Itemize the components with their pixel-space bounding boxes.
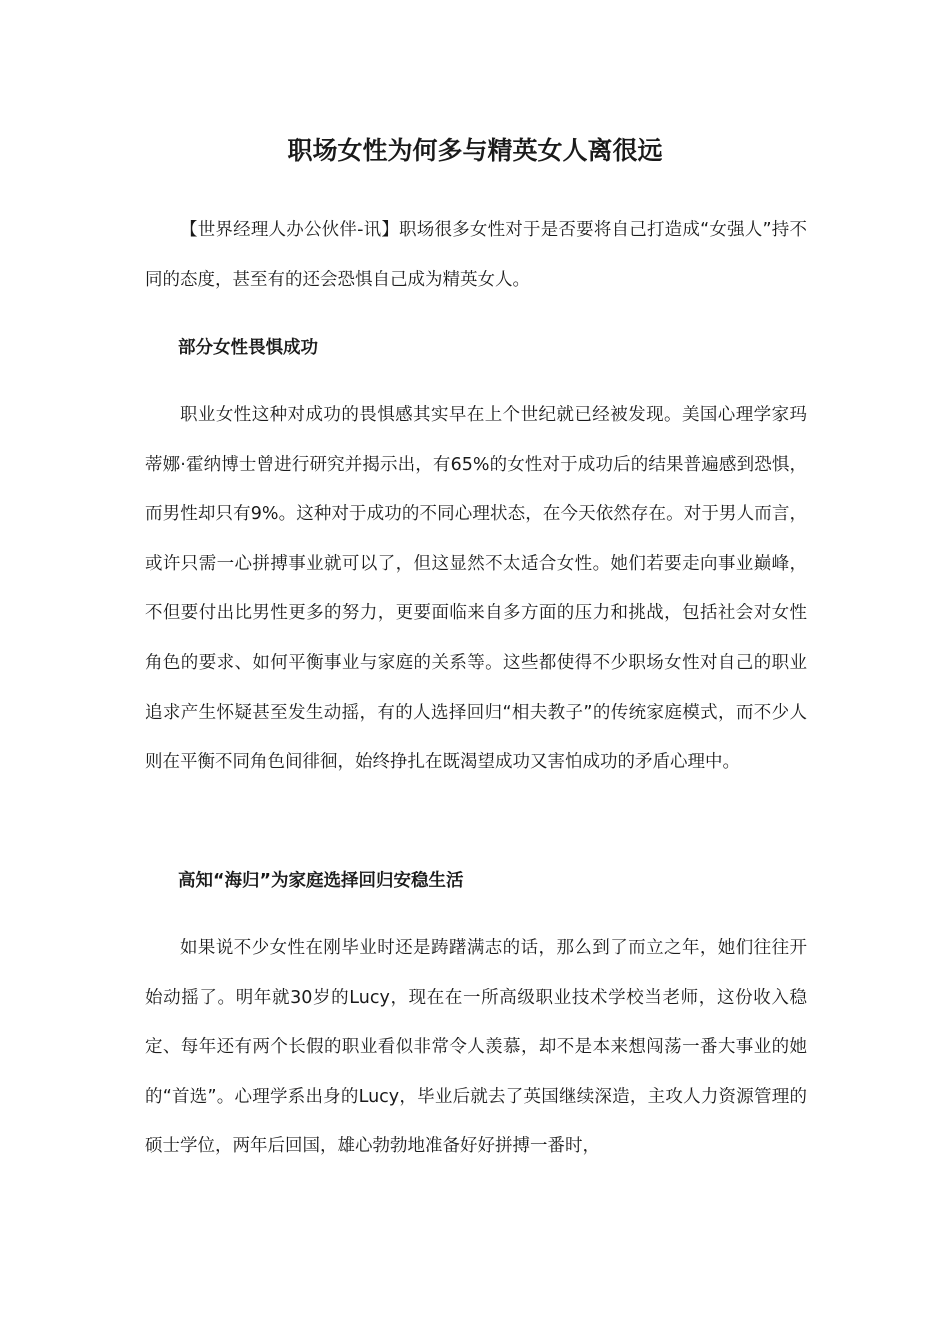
- section-heading-fear-of-success: 部分女性畏惧成功: [178, 338, 318, 358]
- section-paragraph-returnees: 如果说不少女性在刚毕业时还是踌躇满志的话，那么到了而立之年，她们往往开始动摇了。明年就30岁的Lucy，现在在一所高级职业技术学校当老师，这份收入稳定、每年还有两个长假的职业看似非常令人羡慕，却不是本来想闯荡一番大事业的她的“首选”。心理学系出身的Lucy，毕业后就去了英国继续深造，主攻人力资源管理的硕士学位，两年后回国，雄心勃勃地准备好好拼搏一番时，: [145, 938, 807, 1157]
- section-heading-returnees: 高知“海归”为家庭选择回归安稳生活: [178, 871, 464, 891]
- intro-paragraph: 【世界经理人办公伙伴-讯】职场很多女性对于是否要将自己打造成“女强人”持不同的态度，甚至有的还会恐惧自己成为精英女人。: [145, 220, 807, 290]
- section-paragraph-fear-of-success: 职业女性这种对成功的畏惧感其实早在上个世纪就已经被发现。美国心理学家玛蒂娜·霍纳博士曾进行研究并揭示出，有65%的女性对于成功后的结果普遍感到恐惧，而男性却只有9%。这种对于成功的不同心理状态，在今天依然存在。对于男人而言，或许只需一心拼搏事业就可以了，但这显然不太适合女性。她们若要走向事业巅峰，不但要付出比男性更多的努力，更要面临来自多方面的压力和挑战，包括社会对女性角色的要求、如何平衡事业与家庭的关系等。这些都使得不少职场女性对自己的职业追求产生怀疑甚至发生动摇，有的人选择回归“相夫教子”的传统家庭模式，而不少人则在平衡不同角色间徘徊，始终挣扎在既渴望成功又害怕成功的矛盾心理中。: [145, 405, 807, 773]
- page-title: 职场女性为何多与精英女人离很远: [287, 136, 663, 165]
